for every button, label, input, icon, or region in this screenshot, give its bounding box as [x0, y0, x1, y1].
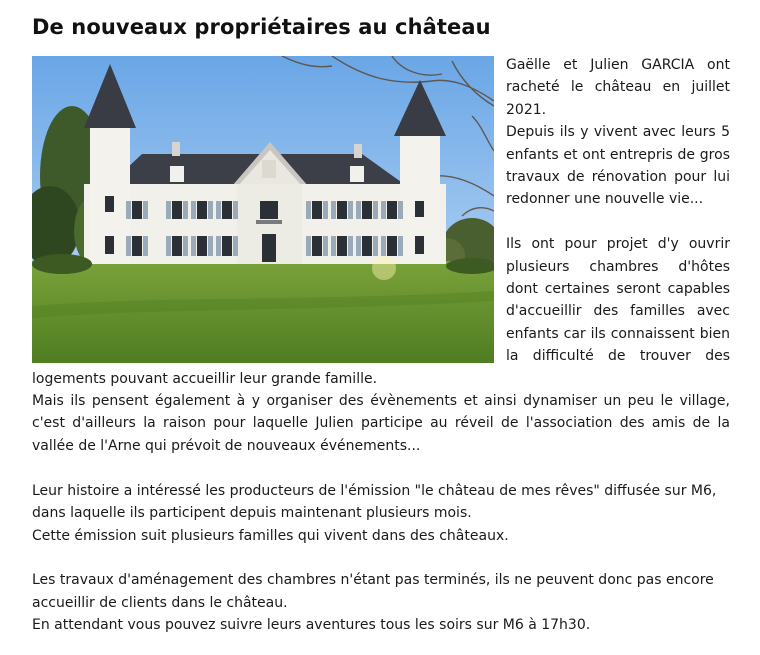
- lens-flare: [372, 256, 396, 280]
- paragraph-3: Ils ont pour projet d'y ouvrir plusieurs chambres d'hôtes dont certaines seront capables d'accueillir des familles avec enfants car ils connaissent bien la difficulté de trouver des logements pouvant accueillir leur grande famille.: [32, 236, 730, 387]
- paragraph-7: Les travaux d'aménagement des chambres n'étant pas terminés, ils ne peuvent donc pas encore accueillir de clients dans le château.: [32, 572, 714, 611]
- paragraph-8: En attendant vous pouvez suivre leurs aventures tous les soirs sur M6 à 17h30.: [32, 617, 591, 634]
- paragraph-1: Gaëlle et Julien GARCIA ont racheté le château en juillet 2021.: [506, 57, 730, 118]
- spacer: [32, 457, 730, 479]
- article-body: [32, 54, 730, 637]
- paragraph-4: Mais ils pensent également à y organiser des évènements et ainsi dynamiser un peu le village, c'est d'ailleurs la raison pour laquelle Julien participe au réveil de l'association des amis de la vallée de l'Arne qui prévoit de nouveaux événements...: [32, 393, 730, 454]
- paragraph-6: Cette émission suit plusieurs familles qui vivent dans des châteaux.: [32, 527, 509, 544]
- spacer: [32, 547, 730, 569]
- paragraph-2: Depuis ils y vivent avec leurs 5 enfants et ont entrepris de gros travaux de rénovation pour lui redonner une nouvelle vie...: [506, 124, 730, 208]
- chateau-photo: [32, 56, 494, 363]
- page: [32, 10, 730, 637]
- paragraph-5: Leur histoire a intéressé les producteurs de l'émission "le château de mes rêves" diffusée sur M6, dans laquelle ils participent depuis maintenant plusieurs mois.: [32, 482, 717, 522]
- article-title: De nouveaux propriétaires au château: [32, 15, 491, 39]
